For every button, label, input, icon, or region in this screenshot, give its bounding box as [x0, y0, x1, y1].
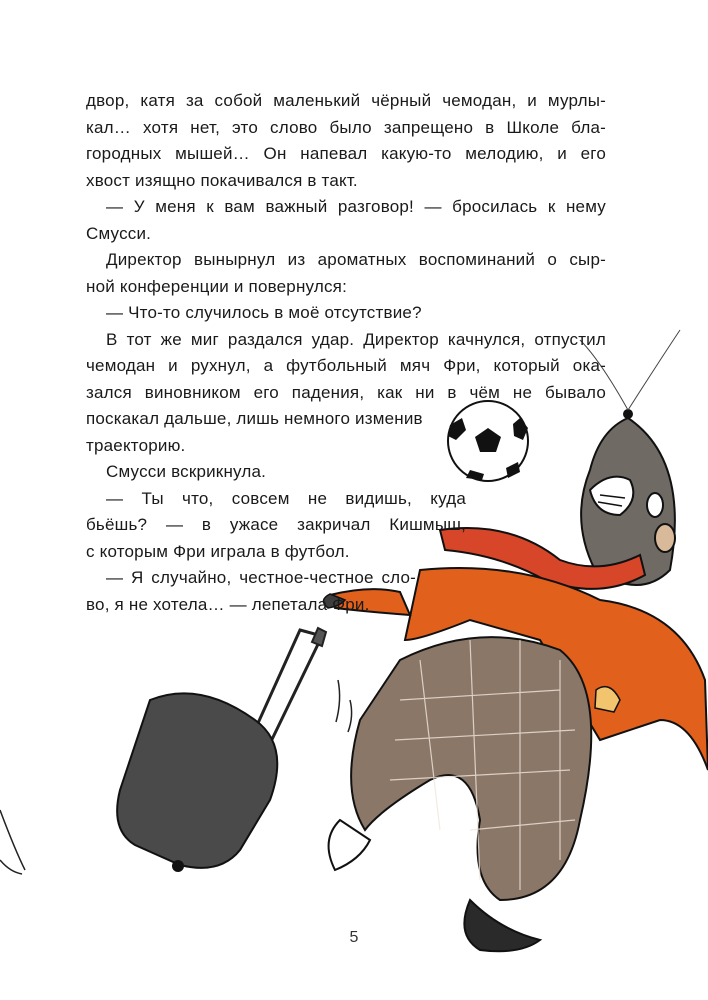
text-line: — Ты что, совсем не видишь, куда: [106, 488, 466, 508]
text-line: городных мышей… Он напевал какую-то мелодию, и его: [86, 144, 606, 163]
story-text: [86, 88, 606, 618]
text-line: Смусси.: [86, 223, 152, 243]
text-line: двор, катя за собой маленький чёрный чемодан, и мурлы-: [86, 91, 606, 110]
text-line: Смусси вскрикнула.: [106, 462, 267, 481]
text-line: Директор вынырнул из ароматных воспоминаний о сыр-: [106, 250, 606, 269]
page-number: 5: [349, 929, 359, 946]
text-line: кал… хотя нет, это слово было запрещено в Школе бла-: [86, 117, 606, 137]
text-line: траекторию.: [86, 435, 186, 455]
text-line: поскакал дальше, лишь немного изменив: [86, 409, 423, 428]
text-line: — Я случайно, честное-честное сло-: [106, 568, 416, 587]
text-line: В тот же миг раздался удар. Директор качнулся, отпустил: [106, 329, 606, 349]
text-line: — У меня к вам важный разговор! — бросилась к нему: [106, 197, 606, 216]
text-line: с которым Фри играла в футбол.: [86, 541, 350, 561]
text-line: — Что-то случилось в моё отсутствие?: [106, 303, 422, 322]
text-line: ной конференции и повернулся:: [86, 276, 348, 296]
text-line: чемодан и рухнул, а футбольный мяч Фри, который ока-: [86, 356, 606, 375]
text-line: хвост изящно покачивался в такт.: [86, 170, 358, 190]
text-line: бьёшь? — в ужасе закричал Кишмыш,: [86, 515, 466, 534]
suitcase-icon: [117, 628, 326, 872]
text-line: во, я не хотела… — лепетала Фри.: [86, 594, 370, 614]
text-line: зался виновником его падения, как ни в чём не бывало: [86, 382, 606, 402]
